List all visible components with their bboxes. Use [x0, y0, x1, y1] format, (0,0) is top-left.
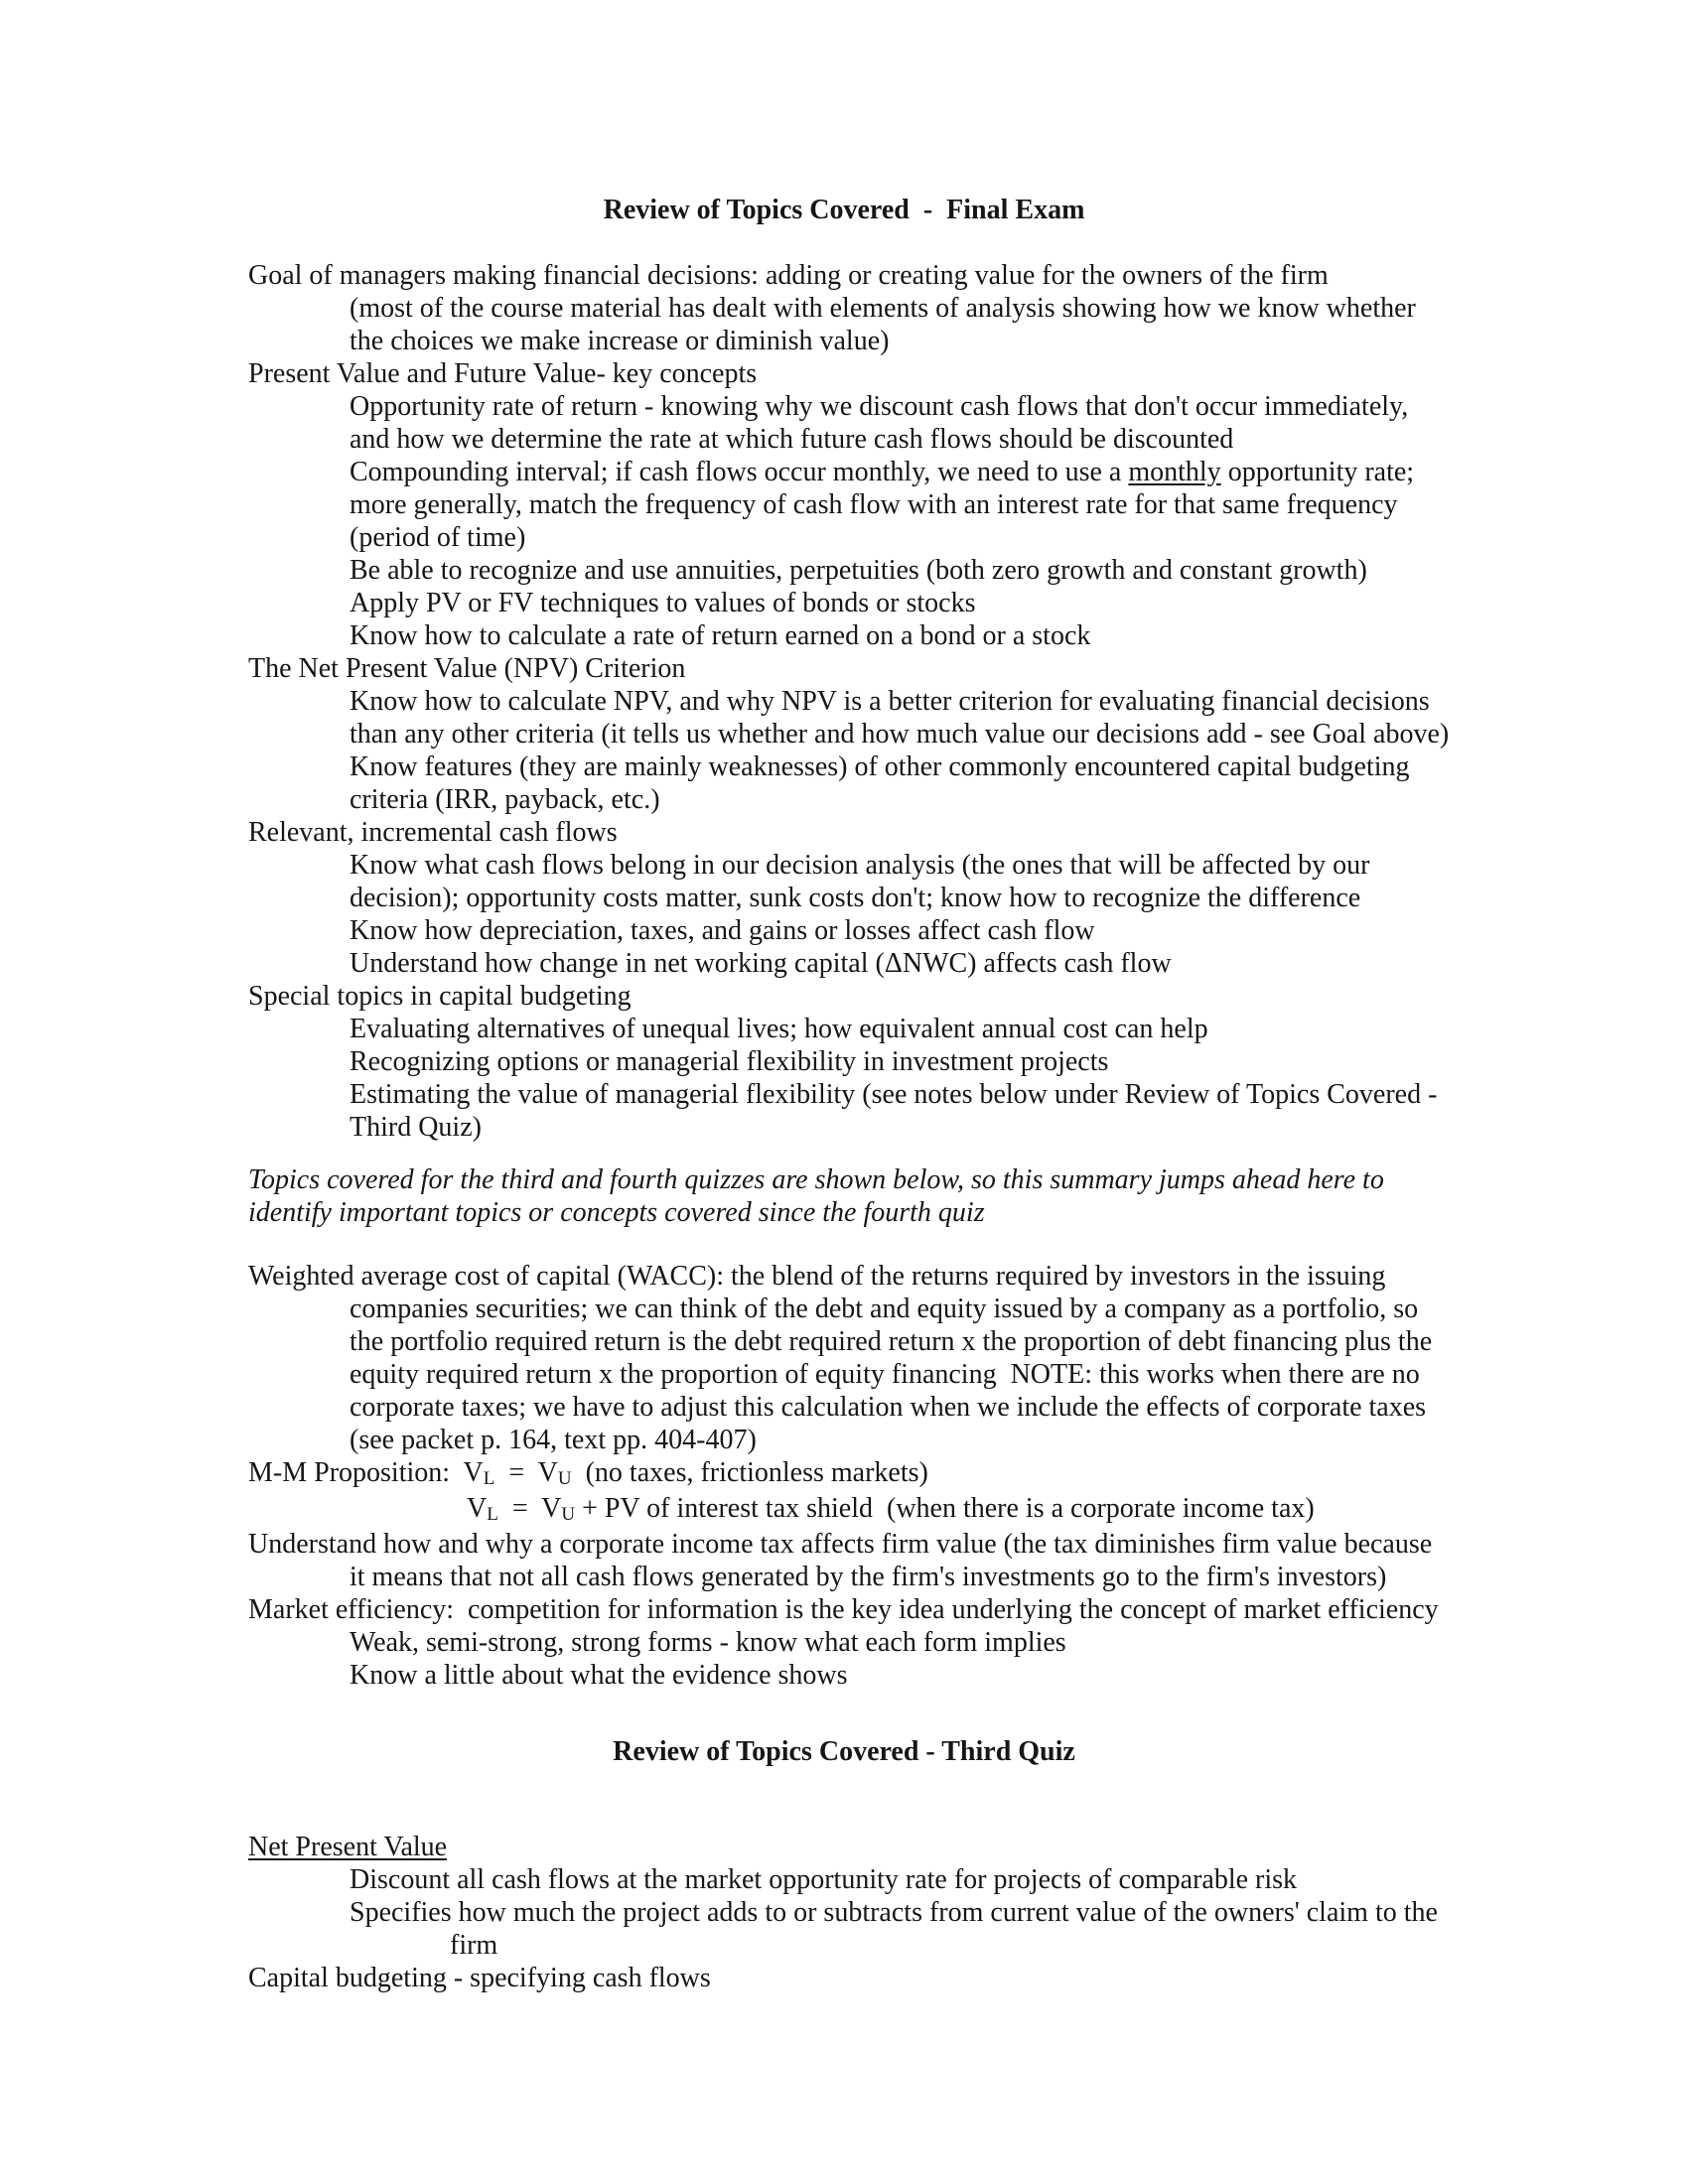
text-run: the choices we make increase or diminish value) — [350, 326, 890, 356]
text-run: Know how depreciation, taxes, and gains or losses affect cash flow — [350, 915, 1095, 946]
text-line — [350, 456, 1688, 488]
text-line — [350, 292, 1688, 325]
text-run: (most of the course material has dealt with elements of analysis showing how we know whether — [350, 293, 1416, 324]
text-line — [350, 1391, 1688, 1424]
text-line — [350, 521, 1688, 554]
subscript-text: U — [557, 1468, 572, 1489]
text-line — [350, 1659, 1688, 1692]
text-run: Goal of managers making financial decisions: adding or creating value for the owners of the firm — [248, 260, 1329, 291]
text-run: criteria (IRR, payback, etc.) — [350, 784, 660, 815]
subscript-text: U — [561, 1504, 576, 1525]
underlined-text: Net Present Value — [248, 1832, 448, 1862]
text-run: and how we determine the rate at which future cash flows should be discounted — [350, 424, 1234, 455]
text-run: Discount all cash flows at the market opportunity rate for projects of comparable risk — [350, 1864, 1298, 1895]
text-line — [248, 980, 1688, 1013]
text-line — [350, 1078, 1688, 1111]
text-line — [350, 1896, 1688, 1929]
text-run: (see packet p. 164, text pp. 404-407) — [350, 1425, 757, 1455]
text-run: Apply PV or FV techniques to values of bonds or stocks — [350, 588, 976, 618]
text-line — [350, 1863, 1688, 1896]
text-line — [350, 1293, 1688, 1325]
text-run: Special topics in capital budgeting — [248, 981, 632, 1012]
text-run: Specifies how much the project adds to or subtracts from current value of the owners' claim to the — [350, 1897, 1438, 1928]
text-run: Relevant, incremental cash flows — [248, 817, 618, 848]
text-run: = V — [494, 1457, 558, 1488]
text-line — [248, 816, 1688, 849]
text-run: Know features (they are mainly weaknesses) of other commonly encountered capital budgeting — [350, 751, 1410, 782]
subscript-text: L — [483, 1468, 495, 1489]
text-line — [350, 718, 1688, 751]
text-line — [350, 1561, 1688, 1593]
text-run: Know what cash flows belong in our decision analysis (the ones that will be affected by our — [350, 850, 1370, 881]
text-line — [248, 259, 1688, 292]
text-run: + PV of interest tax shield (when there is a corporate income tax) — [575, 1493, 1315, 1524]
text-run: V — [467, 1493, 488, 1524]
text-line — [350, 751, 1688, 783]
text-run: Understand how change in net working capital (ΔNWC) affects cash flow — [350, 948, 1172, 979]
text-line — [350, 947, 1688, 980]
title-third-quiz: Review of Topics Covered - Third Quiz — [613, 1736, 1075, 1767]
text-run: Weak, semi-strong, strong forms - know what each form implies — [350, 1627, 1066, 1658]
text-run: Be able to recognize and use annuities, perpetuities (both zero growth and constant growth) — [350, 555, 1367, 586]
text-line — [350, 390, 1688, 423]
text-line — [350, 1013, 1688, 1045]
text-run: Opportunity rate of return - knowing why we discount cash flows that don't occur immediately, — [350, 391, 1409, 422]
text-line — [350, 882, 1688, 914]
text-run: firm — [450, 1930, 498, 1961]
text-line — [350, 1325, 1688, 1358]
text-run: identify important topics or concepts covered since the fourth quiz — [248, 1197, 985, 1228]
vertical-gap — [0, 1768, 1688, 1831]
text-run: Third Quiz) — [350, 1112, 482, 1143]
text-run: Compounding interval; if cash flows occur monthly, we need to use a — [350, 457, 1129, 487]
text-run: Understand how and why a corporate income tax affects firm value (the tax diminishes firm value because — [248, 1529, 1433, 1560]
text-run: (period of time) — [350, 522, 526, 553]
text-run: Present Value and Future Value- key concepts — [248, 358, 758, 389]
text-line — [248, 1163, 1688, 1196]
text-line — [248, 1456, 1688, 1492]
text-line — [350, 423, 1688, 456]
text-line — [248, 1831, 1688, 1863]
text-line — [350, 685, 1688, 718]
text-line — [350, 1358, 1688, 1391]
text-run: more generally, match the frequency of cash flow with an interest rate for that same frequency — [350, 489, 1398, 520]
subscript-text: L — [487, 1504, 498, 1525]
text-line — [350, 325, 1688, 357]
text-line — [248, 1593, 1688, 1626]
text-line — [350, 1111, 1688, 1144]
text-run: Recognizing options or managerial flexibility in investment projects — [350, 1046, 1109, 1077]
text-line — [350, 619, 1688, 652]
vertical-gap — [0, 1229, 1688, 1260]
text-line — [248, 357, 1688, 390]
text-line — [350, 849, 1688, 882]
text-line — [248, 1260, 1688, 1293]
vertical-gap — [0, 1692, 1688, 1735]
text-line — [350, 914, 1688, 947]
underlined-text: monthly — [1128, 457, 1221, 487]
text-line — [350, 488, 1688, 521]
text-line — [350, 1626, 1688, 1659]
text-run: Know a little about what the evidence shows — [350, 1660, 848, 1691]
text-run: companies securities; we can think of the debt and equity issued by a company as a portfolio, so — [350, 1294, 1419, 1324]
text-line — [350, 554, 1688, 587]
text-run: the portfolio required return is the debt required return x the proportion of debt financing plus the — [350, 1326, 1433, 1357]
text-run: Weighted average cost of capital (WACC): the blend of the returns required by investors in the issuing — [248, 1261, 1386, 1292]
text-run: Market efficiency: competition for information is the key idea underlying the concept of market efficiency — [248, 1594, 1439, 1625]
title-final-exam: Review of Topics Covered - Final Exam — [603, 195, 1085, 225]
text-run: Evaluating alternatives of unequal lives; how equivalent annual cost can help — [350, 1014, 1208, 1044]
text-run: = V — [497, 1493, 562, 1524]
text-run: it means that not all cash flows generated by the firm's investments go to the firm's investors) — [350, 1562, 1387, 1592]
text-run: The Net Present Value (NPV) Criterion — [248, 653, 686, 684]
text-line — [350, 783, 1688, 816]
text-run: equity required return x the proportion of equity financing NOTE: this works when there are no — [350, 1359, 1420, 1390]
text-line — [248, 1528, 1688, 1561]
text-line — [350, 1424, 1688, 1456]
text-line — [248, 1196, 1688, 1229]
text-run: (no taxes, frictionless markets) — [571, 1457, 928, 1488]
text-run: M-M Proposition: V — [248, 1457, 484, 1488]
text-run: than any other criteria (it tells us whether and how much value our decisions add - see Goal above) — [350, 719, 1450, 750]
text-run: Capital budgeting - specifying cash flows — [248, 1963, 711, 1993]
text-run: Know how to calculate a rate of return earned on a bond or a stock — [350, 620, 1091, 651]
text-line — [467, 1492, 1688, 1528]
text-line — [350, 587, 1688, 619]
text-run: Know how to calculate NPV, and why NPV is a better criterion for evaluating financial decisions — [350, 686, 1430, 717]
vertical-gap — [0, 226, 1688, 259]
text-run: Estimating the value of managerial flexibility (see notes below under Review of Topics Covered - — [350, 1079, 1438, 1110]
text-run: Topics covered for the third and fourth quizzes are shown below, so this summary jumps ahead here to — [248, 1164, 1384, 1195]
text-line — [450, 1929, 1688, 1962]
text-run: corporate taxes; we have to adjust this calculation when we include the effects of corporate taxes — [350, 1392, 1427, 1423]
text-line — [248, 1962, 1688, 1994]
text-run: decision); opportunity costs matter, sunk costs don't; know how to recognize the difference — [350, 883, 1361, 913]
text-line — [248, 652, 1688, 685]
text-line — [350, 1045, 1688, 1078]
text-run: opportunity rate; — [1220, 457, 1415, 487]
vertical-gap — [0, 1144, 1688, 1163]
